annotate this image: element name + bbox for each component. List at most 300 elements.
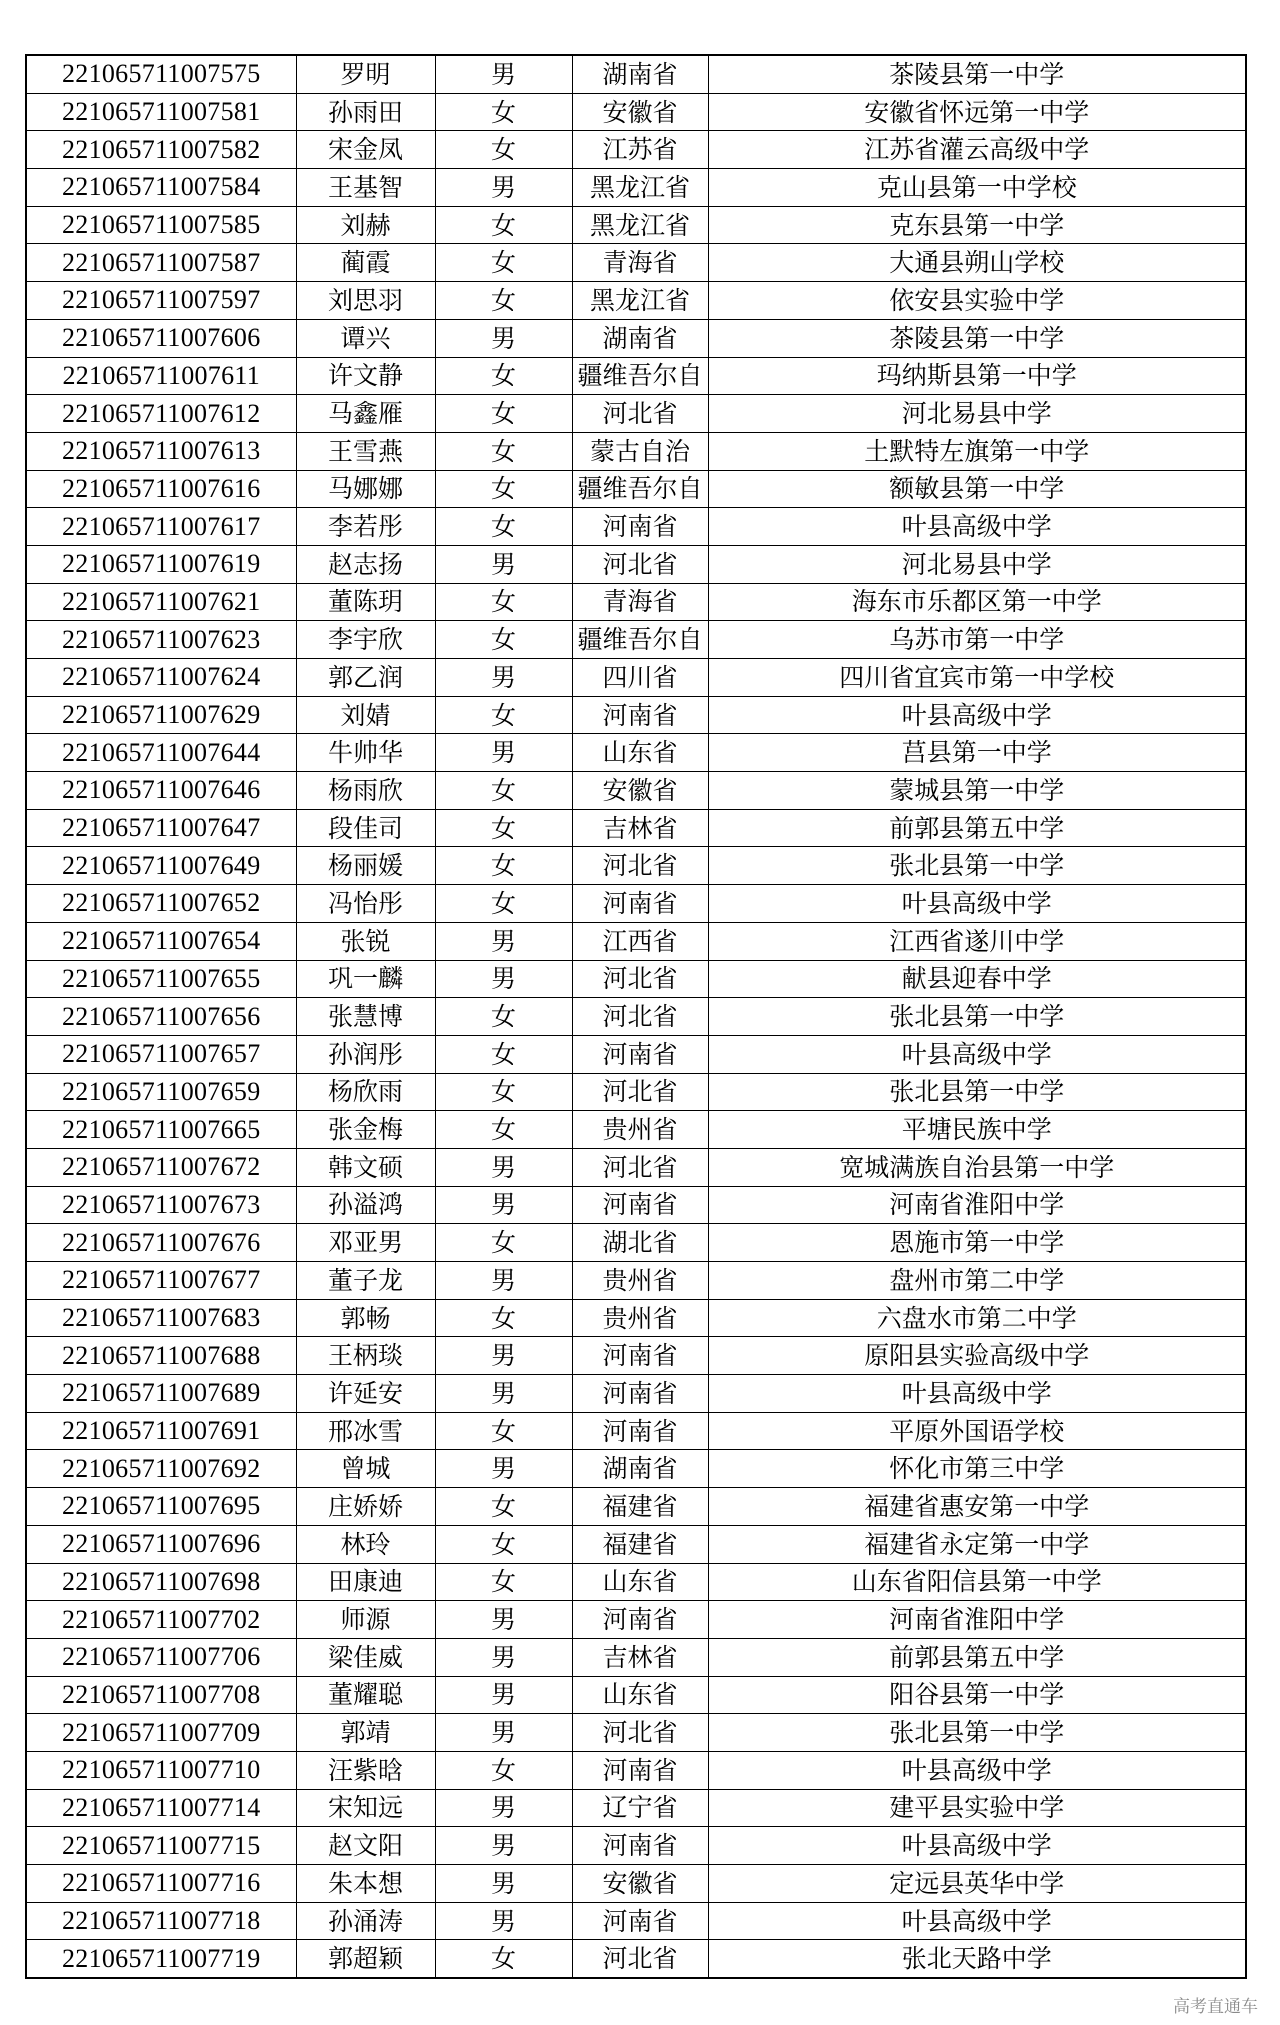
gender-cell: 男	[435, 1714, 572, 1752]
exam-number-cell: 221065711007629	[26, 696, 296, 734]
name-cell: 孙润彤	[296, 1035, 435, 1073]
name-cell: 孙雨田	[296, 93, 435, 131]
province-cell: 贵州省	[572, 1299, 708, 1337]
province-cell: 福建省	[572, 1525, 708, 1563]
province-cell: 河北省	[572, 1148, 708, 1186]
school-cell: 江西省遂川中学	[708, 922, 1246, 960]
exam-number-cell: 221065711007655	[26, 960, 296, 998]
province-cell: 贵州省	[572, 1111, 708, 1149]
province-cell: 河南省	[572, 1186, 708, 1224]
student-list-table	[25, 54, 1247, 1979]
name-cell: 许文静	[296, 357, 435, 395]
name-cell: 马鑫雁	[296, 395, 435, 433]
table-row	[26, 1111, 1246, 1149]
gender-cell: 女	[435, 470, 572, 508]
school-cell: 定远县英华中学	[708, 1865, 1246, 1903]
gender-cell: 女	[435, 885, 572, 923]
school-cell: 张北县第一中学	[708, 1714, 1246, 1752]
gender-cell: 男	[435, 1337, 572, 1375]
gender-cell: 女	[435, 1111, 572, 1149]
name-cell: 郭超颖	[296, 1940, 435, 1978]
province-cell: 疆维吾尔自	[572, 357, 708, 395]
exam-number-cell: 221065711007702	[26, 1601, 296, 1639]
exam-number-cell: 221065711007698	[26, 1563, 296, 1601]
gender-cell: 男	[435, 1262, 572, 1300]
table-row	[26, 470, 1246, 508]
exam-number-cell: 221065711007708	[26, 1676, 296, 1714]
gender-cell: 男	[435, 1601, 572, 1639]
exam-number-cell: 221065711007656	[26, 998, 296, 1036]
exam-number-cell: 221065711007714	[26, 1789, 296, 1827]
name-cell: 杨雨欣	[296, 772, 435, 810]
province-cell: 四川省	[572, 659, 708, 697]
school-cell: 克东县第一中学	[708, 206, 1246, 244]
province-cell: 河南省	[572, 1902, 708, 1940]
province-cell: 江西省	[572, 922, 708, 960]
name-cell: 邓亚男	[296, 1224, 435, 1262]
province-cell: 湖南省	[572, 55, 708, 93]
table-row	[26, 545, 1246, 583]
school-cell: 叶县高级中学	[708, 1375, 1246, 1413]
province-cell: 河北省	[572, 545, 708, 583]
name-cell: 张锐	[296, 922, 435, 960]
exam-number-cell: 221065711007709	[26, 1714, 296, 1752]
exam-number-cell: 221065711007706	[26, 1638, 296, 1676]
school-cell: 海东市乐都区第一中学	[708, 583, 1246, 621]
school-cell: 叶县高级中学	[708, 885, 1246, 923]
table-row	[26, 1224, 1246, 1262]
exam-number-cell: 221065711007611	[26, 357, 296, 395]
table-row	[26, 734, 1246, 772]
exam-number-cell: 221065711007715	[26, 1827, 296, 1865]
school-cell: 茶陵县第一中学	[708, 319, 1246, 357]
table-row	[26, 1789, 1246, 1827]
table-row	[26, 1902, 1246, 1940]
table-row	[26, 131, 1246, 169]
table-row	[26, 55, 1246, 93]
name-cell: 张金梅	[296, 1111, 435, 1149]
name-cell: 邢冰雪	[296, 1412, 435, 1450]
school-cell: 盘州市第二中学	[708, 1262, 1246, 1300]
exam-number-cell: 221065711007691	[26, 1412, 296, 1450]
school-cell: 怀化市第三中学	[708, 1450, 1246, 1488]
name-cell: 赵志扬	[296, 545, 435, 583]
table-row	[26, 1714, 1246, 1752]
gender-cell: 男	[435, 1375, 572, 1413]
name-cell: 曾城	[296, 1450, 435, 1488]
gender-cell: 男	[435, 1902, 572, 1940]
table-row	[26, 1073, 1246, 1111]
school-cell: 前郭县第五中学	[708, 809, 1246, 847]
province-cell: 安徽省	[572, 93, 708, 131]
gender-cell: 女	[435, 1035, 572, 1073]
gender-cell: 女	[435, 847, 572, 885]
gender-cell: 女	[435, 1563, 572, 1601]
exam-number-cell: 221065711007689	[26, 1375, 296, 1413]
province-cell: 青海省	[572, 583, 708, 621]
school-cell: 大通县朔山学校	[708, 244, 1246, 282]
name-cell: 李若彤	[296, 508, 435, 546]
table-row	[26, 1412, 1246, 1450]
name-cell: 林玲	[296, 1525, 435, 1563]
school-cell: 叶县高级中学	[708, 1035, 1246, 1073]
province-cell: 河南省	[572, 1601, 708, 1639]
school-cell: 土默特左旗第一中学	[708, 432, 1246, 470]
school-cell: 安徽省怀远第一中学	[708, 93, 1246, 131]
name-cell: 王雪燕	[296, 432, 435, 470]
name-cell: 董耀聪	[296, 1676, 435, 1714]
table-row	[26, 319, 1246, 357]
school-cell: 张北县第一中学	[708, 998, 1246, 1036]
school-cell: 莒县第一中学	[708, 734, 1246, 772]
province-cell: 贵州省	[572, 1262, 708, 1300]
gender-cell: 女	[435, 772, 572, 810]
gender-cell: 女	[435, 1940, 572, 1978]
exam-number-cell: 221065711007619	[26, 545, 296, 583]
school-cell: 河北易县中学	[708, 395, 1246, 433]
exam-number-cell: 221065711007575	[26, 55, 296, 93]
province-cell: 河南省	[572, 885, 708, 923]
table-row	[26, 1035, 1246, 1073]
name-cell: 孙溢鸿	[296, 1186, 435, 1224]
exam-number-cell: 221065711007606	[26, 319, 296, 357]
name-cell: 刘赫	[296, 206, 435, 244]
exam-number-cell: 221065711007688	[26, 1337, 296, 1375]
school-cell: 叶县高级中学	[708, 1902, 1246, 1940]
gender-cell: 女	[435, 809, 572, 847]
province-cell: 河南省	[572, 696, 708, 734]
gender-cell: 男	[435, 169, 572, 207]
exam-number-cell: 221065711007581	[26, 93, 296, 131]
gender-cell: 男	[435, 734, 572, 772]
school-cell: 江苏省灌云高级中学	[708, 131, 1246, 169]
exam-number-cell: 221065711007613	[26, 432, 296, 470]
exam-number-cell: 221065711007695	[26, 1488, 296, 1526]
name-cell: 杨欣雨	[296, 1073, 435, 1111]
school-cell: 额敏县第一中学	[708, 470, 1246, 508]
gender-cell: 女	[435, 1412, 572, 1450]
exam-number-cell: 221065711007649	[26, 847, 296, 885]
school-cell: 平塘民族中学	[708, 1111, 1246, 1149]
table-row	[26, 922, 1246, 960]
province-cell: 河南省	[572, 508, 708, 546]
table-row	[26, 1827, 1246, 1865]
exam-number-cell: 221065711007677	[26, 1262, 296, 1300]
name-cell: 郭乙润	[296, 659, 435, 697]
school-cell: 叶县高级中学	[708, 508, 1246, 546]
table-row	[26, 772, 1246, 810]
name-cell: 李宇欣	[296, 621, 435, 659]
gender-cell: 男	[435, 55, 572, 93]
name-cell: 宋金凤	[296, 131, 435, 169]
table-row	[26, 960, 1246, 998]
school-cell: 叶县高级中学	[708, 1827, 1246, 1865]
school-cell: 河北易县中学	[708, 545, 1246, 583]
province-cell: 辽宁省	[572, 1789, 708, 1827]
table-row	[26, 1375, 1246, 1413]
province-cell: 湖南省	[572, 319, 708, 357]
gender-cell: 女	[435, 93, 572, 131]
province-cell: 江苏省	[572, 131, 708, 169]
gender-cell: 男	[435, 1789, 572, 1827]
table-row	[26, 206, 1246, 244]
exam-number-cell: 221065711007584	[26, 169, 296, 207]
table-row	[26, 1601, 1246, 1639]
school-cell: 河南省淮阳中学	[708, 1186, 1246, 1224]
gender-cell: 男	[435, 922, 572, 960]
table-row	[26, 282, 1246, 320]
gender-cell: 女	[435, 1299, 572, 1337]
province-cell: 黑龙江省	[572, 169, 708, 207]
table-row	[26, 1563, 1246, 1601]
school-cell: 福建省惠安第一中学	[708, 1488, 1246, 1526]
school-cell: 六盘水市第二中学	[708, 1299, 1246, 1337]
name-cell: 梁佳威	[296, 1638, 435, 1676]
gender-cell: 女	[435, 583, 572, 621]
exam-number-cell: 221065711007582	[26, 131, 296, 169]
school-cell: 恩施市第一中学	[708, 1224, 1246, 1262]
name-cell: 汪紫晗	[296, 1751, 435, 1789]
table-row	[26, 1525, 1246, 1563]
gender-cell: 男	[435, 659, 572, 697]
table-row	[26, 1676, 1246, 1714]
exam-number-cell: 221065711007696	[26, 1525, 296, 1563]
gender-cell: 女	[435, 696, 572, 734]
name-cell: 巩一麟	[296, 960, 435, 998]
gender-cell: 男	[435, 319, 572, 357]
school-cell: 宽城满族自治县第一中学	[708, 1148, 1246, 1186]
school-cell: 福建省永定第一中学	[708, 1525, 1246, 1563]
exam-number-cell: 221065711007692	[26, 1450, 296, 1488]
gender-cell: 男	[435, 1186, 572, 1224]
gender-cell: 女	[435, 131, 572, 169]
exam-number-cell: 221065711007646	[26, 772, 296, 810]
gender-cell: 女	[435, 357, 572, 395]
name-cell: 马娜娜	[296, 470, 435, 508]
gender-cell: 男	[435, 1148, 572, 1186]
province-cell: 青海省	[572, 244, 708, 282]
table-row	[26, 93, 1246, 131]
province-cell: 河北省	[572, 1714, 708, 1752]
name-cell: 刘思羽	[296, 282, 435, 320]
table-row	[26, 1337, 1246, 1375]
name-cell: 杨丽媛	[296, 847, 435, 885]
province-cell: 河南省	[572, 1375, 708, 1413]
province-cell: 河南省	[572, 1827, 708, 1865]
table-row	[26, 885, 1246, 923]
gender-cell: 男	[435, 1865, 572, 1903]
gender-cell: 女	[435, 1751, 572, 1789]
exam-number-cell: 221065711007654	[26, 922, 296, 960]
name-cell: 赵文阳	[296, 1827, 435, 1865]
table-row	[26, 432, 1246, 470]
gender-cell: 女	[435, 1224, 572, 1262]
table-row	[26, 1299, 1246, 1337]
school-cell: 河南省淮阳中学	[708, 1601, 1246, 1639]
gender-cell: 男	[435, 1676, 572, 1714]
exam-number-cell: 221065711007659	[26, 1073, 296, 1111]
school-cell: 叶县高级中学	[708, 696, 1246, 734]
table-row	[26, 1186, 1246, 1224]
name-cell: 宋知远	[296, 1789, 435, 1827]
school-cell: 阳谷县第一中学	[708, 1676, 1246, 1714]
gender-cell: 女	[435, 432, 572, 470]
exam-number-cell: 221065711007585	[26, 206, 296, 244]
exam-number-cell: 221065711007676	[26, 1224, 296, 1262]
exam-number-cell: 221065711007652	[26, 885, 296, 923]
exam-number-cell: 221065711007616	[26, 470, 296, 508]
school-cell: 四川省宜宾市第一中学校	[708, 659, 1246, 697]
school-cell: 建平县实验中学	[708, 1789, 1246, 1827]
exam-number-cell: 221065711007665	[26, 1111, 296, 1149]
school-cell: 张北天路中学	[708, 1940, 1246, 1978]
province-cell: 安徽省	[572, 1865, 708, 1903]
name-cell: 段佳司	[296, 809, 435, 847]
exam-number-cell: 221065711007672	[26, 1148, 296, 1186]
school-cell: 乌苏市第一中学	[708, 621, 1246, 659]
province-cell: 吉林省	[572, 1638, 708, 1676]
exam-number-cell: 221065711007621	[26, 583, 296, 621]
school-cell: 叶县高级中学	[708, 1751, 1246, 1789]
gender-cell: 男	[435, 1827, 572, 1865]
school-cell: 山东省阳信县第一中学	[708, 1563, 1246, 1601]
table-row	[26, 169, 1246, 207]
table-row	[26, 1638, 1246, 1676]
name-cell: 罗明	[296, 55, 435, 93]
province-cell: 蒙古自治	[572, 432, 708, 470]
gender-cell: 女	[435, 1073, 572, 1111]
exam-number-cell: 221065711007716	[26, 1865, 296, 1903]
table-row	[26, 998, 1246, 1036]
exam-number-cell: 221065711007657	[26, 1035, 296, 1073]
name-cell: 冯怡彤	[296, 885, 435, 923]
province-cell: 湖北省	[572, 1224, 708, 1262]
province-cell: 福建省	[572, 1488, 708, 1526]
province-cell: 河北省	[572, 395, 708, 433]
table-row	[26, 357, 1246, 395]
school-cell: 献县迎春中学	[708, 960, 1246, 998]
province-cell: 河南省	[572, 1337, 708, 1375]
school-cell: 玛纳斯县第一中学	[708, 357, 1246, 395]
school-cell: 依安县实验中学	[708, 282, 1246, 320]
province-cell: 河南省	[572, 1412, 708, 1450]
school-cell: 蒙城县第一中学	[708, 772, 1246, 810]
province-cell: 山东省	[572, 734, 708, 772]
name-cell: 刘婧	[296, 696, 435, 734]
table-row	[26, 508, 1246, 546]
gender-cell: 女	[435, 282, 572, 320]
school-cell: 克山县第一中学校	[708, 169, 1246, 207]
gender-cell: 女	[435, 508, 572, 546]
name-cell: 郭靖	[296, 1714, 435, 1752]
name-cell: 董子龙	[296, 1262, 435, 1300]
table-body	[26, 55, 1246, 1978]
province-cell: 河北省	[572, 960, 708, 998]
table-row	[26, 244, 1246, 282]
gender-cell: 男	[435, 545, 572, 583]
table-row	[26, 1751, 1246, 1789]
province-cell: 吉林省	[572, 809, 708, 847]
table-row	[26, 659, 1246, 697]
school-cell: 张北县第一中学	[708, 847, 1246, 885]
table-row	[26, 1865, 1246, 1903]
name-cell: 许延安	[296, 1375, 435, 1413]
table-row	[26, 847, 1246, 885]
gender-cell: 男	[435, 960, 572, 998]
province-cell: 河北省	[572, 1073, 708, 1111]
gender-cell: 女	[435, 1525, 572, 1563]
exam-number-cell: 221065711007683	[26, 1299, 296, 1337]
table-row	[26, 1488, 1246, 1526]
exam-number-cell: 221065711007673	[26, 1186, 296, 1224]
exam-number-cell: 221065711007710	[26, 1751, 296, 1789]
province-cell: 疆维吾尔自	[572, 621, 708, 659]
gender-cell: 男	[435, 1638, 572, 1676]
province-cell: 河北省	[572, 847, 708, 885]
province-cell: 黑龙江省	[572, 206, 708, 244]
gender-cell: 男	[435, 1450, 572, 1488]
table-row	[26, 809, 1246, 847]
table-row	[26, 395, 1246, 433]
name-cell: 韩文硕	[296, 1148, 435, 1186]
gender-cell: 女	[435, 244, 572, 282]
exam-number-cell: 221065711007719	[26, 1940, 296, 1978]
exam-number-cell: 221065711007617	[26, 508, 296, 546]
school-cell: 平原外国语学校	[708, 1412, 1246, 1450]
exam-number-cell: 221065711007647	[26, 809, 296, 847]
province-cell: 河南省	[572, 1035, 708, 1073]
gender-cell: 女	[435, 1488, 572, 1526]
school-cell: 茶陵县第一中学	[708, 55, 1246, 93]
name-cell: 牛帅华	[296, 734, 435, 772]
exam-number-cell: 221065711007718	[26, 1902, 296, 1940]
name-cell: 王基智	[296, 169, 435, 207]
table-row	[26, 1148, 1246, 1186]
exam-number-cell: 221065711007624	[26, 659, 296, 697]
name-cell: 董陈玥	[296, 583, 435, 621]
name-cell: 郭畅	[296, 1299, 435, 1337]
name-cell: 张慧博	[296, 998, 435, 1036]
province-cell: 河北省	[572, 1940, 708, 1978]
school-cell: 前郭县第五中学	[708, 1638, 1246, 1676]
table-row	[26, 1262, 1246, 1300]
gender-cell: 女	[435, 998, 572, 1036]
province-cell: 山东省	[572, 1676, 708, 1714]
table-row	[26, 583, 1246, 621]
name-cell: 庄娇娇	[296, 1488, 435, 1526]
table-row	[26, 621, 1246, 659]
exam-number-cell: 221065711007612	[26, 395, 296, 433]
name-cell: 田康迪	[296, 1563, 435, 1601]
province-cell: 安徽省	[572, 772, 708, 810]
name-cell: 王柄琰	[296, 1337, 435, 1375]
exam-number-cell: 221065711007597	[26, 282, 296, 320]
name-cell: 孙涌涛	[296, 1902, 435, 1940]
province-cell: 河南省	[572, 1751, 708, 1789]
table-row	[26, 696, 1246, 734]
table-row	[26, 1940, 1246, 1978]
province-cell: 河北省	[572, 998, 708, 1036]
exam-number-cell: 221065711007587	[26, 244, 296, 282]
province-cell: 湖南省	[572, 1450, 708, 1488]
gender-cell: 女	[435, 621, 572, 659]
name-cell: 蔺霞	[296, 244, 435, 282]
exam-number-cell: 221065711007623	[26, 621, 296, 659]
school-cell: 原阳县实验高级中学	[708, 1337, 1246, 1375]
gender-cell: 女	[435, 395, 572, 433]
name-cell: 谭兴	[296, 319, 435, 357]
gender-cell: 女	[435, 206, 572, 244]
